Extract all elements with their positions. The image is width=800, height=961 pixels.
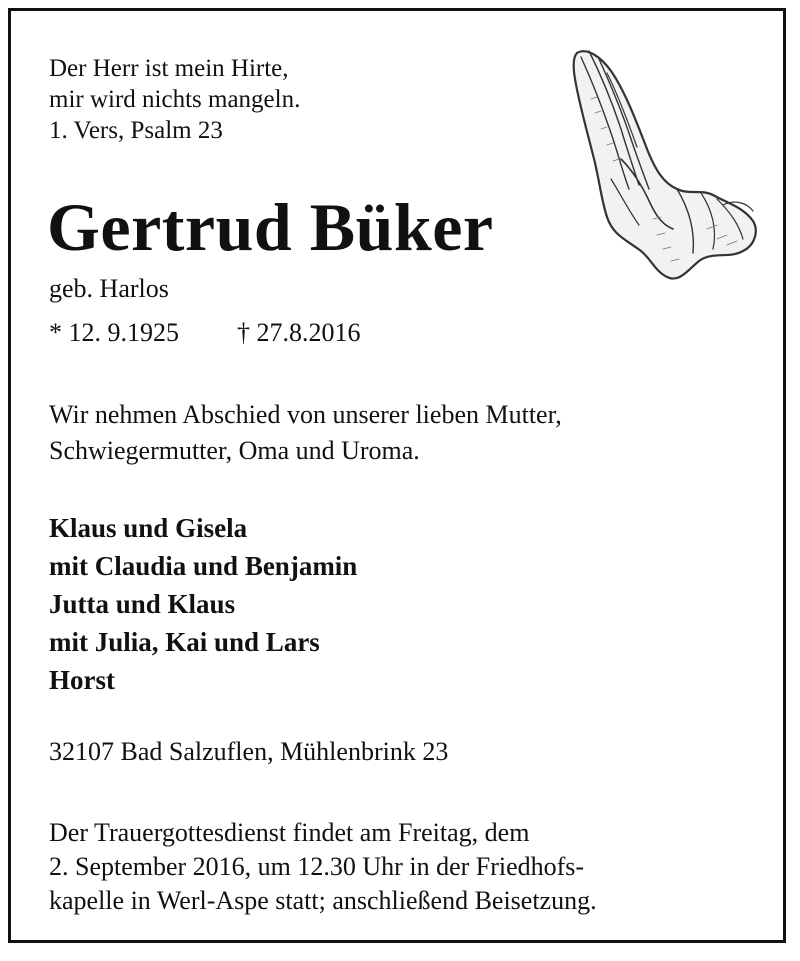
praying-hands-icon bbox=[567, 39, 763, 285]
mourner-line: mit Julia, Kai und Lars bbox=[49, 627, 320, 657]
verse-line: mir wird nichts mangeln. bbox=[49, 86, 301, 113]
service-line: 2. September 2016, um 12.30 Uhr in der Friedhofs- bbox=[49, 852, 585, 881]
farewell-line: Wir nehmen Abschied von unserer lieben Mutter, bbox=[49, 400, 562, 429]
obituary-card bbox=[8, 8, 786, 943]
verse-reference: 1. Vers, Psalm 23 bbox=[49, 117, 223, 144]
mourner-line: Horst bbox=[49, 665, 115, 695]
service-line: Der Trauergottesdienst findet am Freitag, dem bbox=[49, 818, 530, 847]
birth-date: * 12. 9.1925 bbox=[49, 318, 179, 347]
life-dates bbox=[49, 317, 361, 349]
farewell-line: Schwiegermutter, Oma und Uroma. bbox=[49, 436, 420, 465]
maiden-name: geb. Harlos bbox=[49, 274, 169, 303]
mourner-line: Klaus und Gisela bbox=[49, 513, 248, 543]
mourner-line: mit Claudia und Benjamin bbox=[49, 551, 358, 581]
deceased-name: Gertrud Büker bbox=[47, 189, 494, 265]
service-info bbox=[49, 816, 597, 918]
psalm-verse bbox=[49, 53, 300, 146]
mourners-list bbox=[49, 509, 357, 699]
verse-line: Der Herr ist mein Hirte, bbox=[49, 55, 289, 82]
farewell-text bbox=[49, 397, 562, 469]
death-date: † 27.8.2016 bbox=[237, 318, 361, 347]
address: 32107 Bad Salzuflen, Mühlenbrink 23 bbox=[49, 737, 449, 766]
mourner-line: Jutta und Klaus bbox=[49, 589, 236, 619]
service-line: kapelle in Werl-Aspe statt; anschließend Beisetzung. bbox=[49, 886, 597, 915]
